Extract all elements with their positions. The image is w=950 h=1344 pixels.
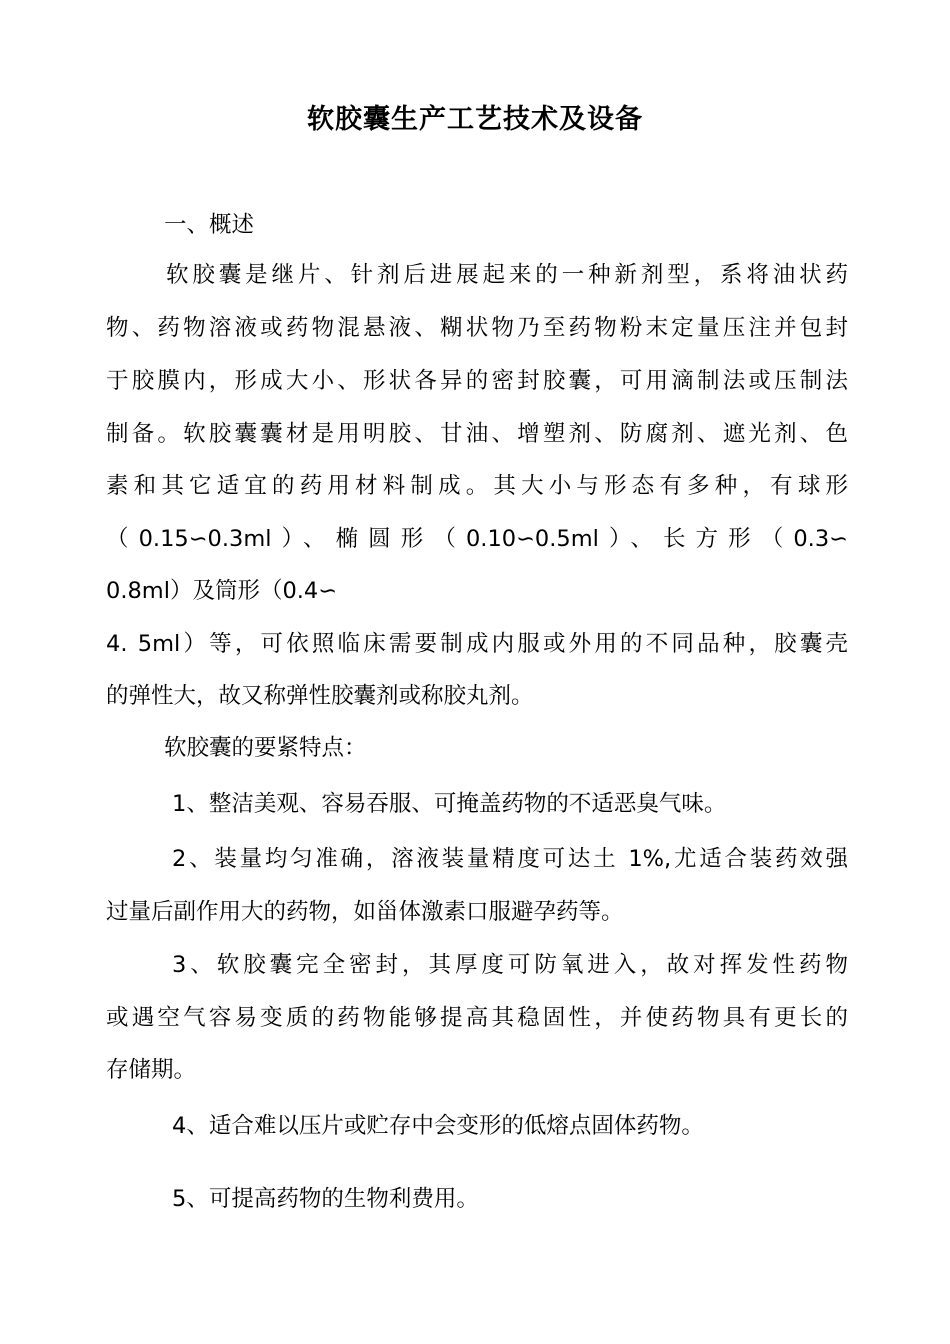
- document-title: 软胶囊生产工艺技术及设备: [307, 104, 643, 135]
- feature-item: 过量后副作用大的药物，如甾体激素口服避孕药等。: [106, 899, 624, 925]
- intro-line: （0.15∽0.3ml）、椭圆形（0.10∽0.5ml）、长方形（0.3∽: [106, 526, 848, 552]
- intro-line: 制备。软胶囊囊材是用明胶、甘油、增塑剂、防腐剂、遮光剂、色: [106, 421, 848, 447]
- feature-item: 1、整洁美观、容易吞服、可掩盖药物的不适恶臭气味。: [172, 791, 727, 817]
- feature-item: 5、可提高药物的生物利费用。: [172, 1186, 479, 1212]
- intro-line: 软胶囊是继片、针剂后进展起来的一种新剂型，系将油状药: [166, 262, 848, 288]
- intro-line: 素和其它适宜的药用材料制成。其大小与形态有多种，有球形: [106, 473, 848, 499]
- feature-item: 4、适合难以压片或贮存中会变形的低熔点固体药物。: [172, 1113, 704, 1139]
- feature-item: 或遇空气容易变质的药物能够提高其稳固性，并使药物具有更长的: [106, 1005, 848, 1031]
- feature-item: 存储期。: [106, 1057, 197, 1083]
- intro-line: 的弹性大，故又称弹性胶囊剂或称胶丸剂。: [106, 683, 534, 709]
- intro-line: 物、药物溶液或药物混悬液、糊状物乃至药物粉末定量压注并包封: [106, 315, 848, 341]
- intro-line: 0.8ml）及筒形（0.4∽: [106, 578, 338, 604]
- section-heading: 一、概述: [164, 212, 255, 238]
- intro-line: 4. 5ml）等，可依照临床需要制成内服或外用的不同品种，胶囊壳: [106, 631, 848, 657]
- intro-line: 于胶膜内，形成大小、形状各异的密封胶囊，可用滴制法或压制法: [106, 368, 848, 394]
- feature-item: 3、软胶囊完全密封，其厚度可防氧进入，故对挥发性药物: [172, 952, 848, 978]
- feature-item: 2、装量均匀准确，溶液装量精度可达土 1%,尤适合装药效强: [172, 846, 848, 872]
- features-heading: 软胶囊的要紧特点：: [164, 735, 367, 761]
